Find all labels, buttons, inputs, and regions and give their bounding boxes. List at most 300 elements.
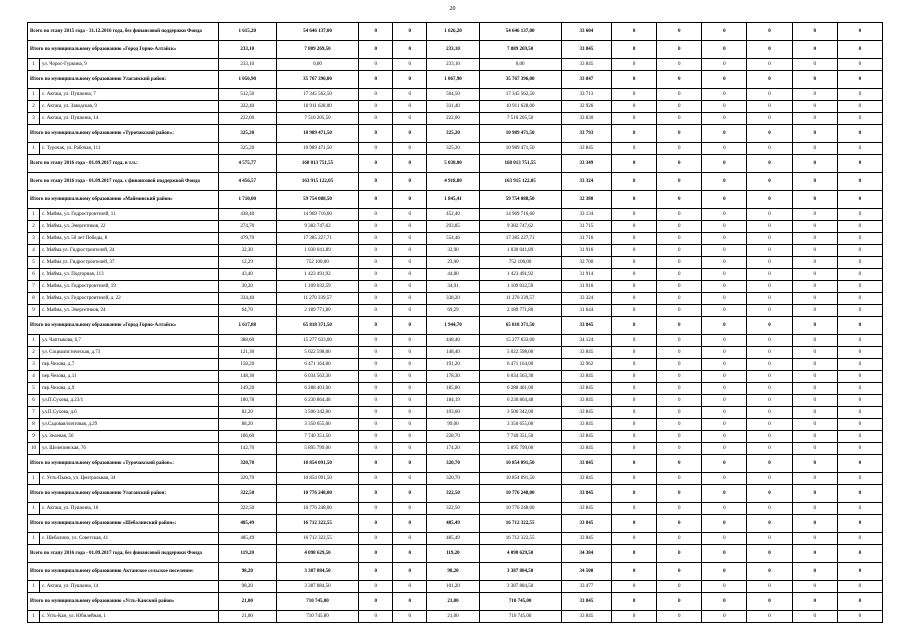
table-cell: 504,50 xyxy=(427,89,479,101)
table-cell: 0 xyxy=(393,371,427,383)
table-cell: 17 385 227,71 xyxy=(479,233,561,245)
table-cell: 0 xyxy=(792,233,837,245)
table-cell: 32 926 xyxy=(561,101,611,113)
table-cell: 0 xyxy=(747,191,792,209)
table-cell: 1 109 032,59 xyxy=(479,281,561,293)
table-cell: 0 xyxy=(792,347,837,359)
table-cell: 0 xyxy=(702,245,747,257)
table-cell: 1 067,90 xyxy=(427,71,479,89)
table-cell: 1 626,20 xyxy=(427,23,479,41)
table-cell: 7 510 205,50 xyxy=(479,113,561,125)
table-cell: 168 013 751,55 xyxy=(479,155,561,173)
table-cell: 0 xyxy=(747,23,792,41)
row-number: 3 xyxy=(28,233,40,245)
table-cell: 0 xyxy=(657,257,702,269)
table-cell: 0 xyxy=(792,221,837,233)
table-cell: 0 xyxy=(702,347,747,359)
table-cell: 0 xyxy=(837,335,882,347)
row-title: Итого по муниципальному образованию «Турочакский район»: xyxy=(28,125,219,143)
table-cell: 0 xyxy=(702,593,747,611)
table-cell: 0 xyxy=(393,269,427,281)
table-cell: 0 xyxy=(837,71,882,89)
table-cell: 98,20 xyxy=(218,563,276,581)
table-cell: 0 xyxy=(657,293,702,305)
table-cell: 388,60 xyxy=(218,335,276,347)
table-cell: 0 xyxy=(702,503,747,515)
table-cell: 0 xyxy=(747,59,792,71)
table-cell: 0 xyxy=(747,545,792,563)
table-cell: 0 xyxy=(611,89,656,101)
table-cell: 0 xyxy=(657,191,702,209)
row-address: с. Майма, ул. Гидростроителей, 11 xyxy=(40,209,219,221)
table-cell: 0 xyxy=(393,281,427,293)
table-cell: 0 xyxy=(359,611,393,623)
table-cell: 0 xyxy=(359,317,393,335)
table-cell: 0 xyxy=(359,101,393,113)
table-cell: 16 712 322,55 xyxy=(276,515,358,533)
table-cell: 0 xyxy=(359,113,393,125)
table-cell: 0 xyxy=(393,503,427,515)
table-cell: 0 xyxy=(792,383,837,395)
table-cell: 0 xyxy=(702,335,747,347)
table-cell: 0 xyxy=(702,233,747,245)
table-cell: 233,10 xyxy=(218,41,276,59)
table-cell: 0 xyxy=(792,101,837,113)
table-cell: 0 xyxy=(747,269,792,281)
table-row xyxy=(28,335,883,347)
table-cell: 31 914 xyxy=(561,269,611,281)
table-cell: 3 506 342,00 xyxy=(276,407,358,419)
table-cell: 0 xyxy=(837,191,882,209)
table-cell: 0 xyxy=(792,125,837,143)
row-address: с. Акташ, ул. Пушкина, 7 xyxy=(40,89,219,101)
row-title: Итого по муниципальному образованию «Город Горно-Алтайск» xyxy=(28,41,219,59)
table-cell: 0 xyxy=(747,293,792,305)
table-cell: 0 xyxy=(702,563,747,581)
table-row xyxy=(28,59,883,71)
table-cell: 0 xyxy=(702,395,747,407)
summary-row xyxy=(28,71,883,89)
table-cell: 10 989 471,50 xyxy=(276,143,358,155)
summary-row xyxy=(28,125,883,143)
table-cell: 54 646 137,00 xyxy=(479,23,561,41)
table-cell: 0 xyxy=(702,443,747,455)
table-row xyxy=(28,221,883,233)
table-cell: 0 xyxy=(393,233,427,245)
table-cell: 0 xyxy=(792,533,837,545)
row-number: 7 xyxy=(28,407,40,419)
row-address: ул. Шелепинская, 76 xyxy=(40,443,219,455)
table-cell: 0 xyxy=(837,269,882,281)
table-cell: 33 324 xyxy=(561,293,611,305)
table-cell: 33 845 xyxy=(561,41,611,59)
table-cell: 3 387 884,50 xyxy=(479,581,561,593)
table-cell: 0 xyxy=(792,473,837,485)
row-number: 3 xyxy=(28,113,40,125)
table-cell: 0 xyxy=(837,257,882,269)
table-cell: 0 xyxy=(359,581,393,593)
table-cell: 121,30 xyxy=(218,347,276,359)
table-cell: 0 xyxy=(393,407,427,419)
table-cell: 0 xyxy=(792,71,837,89)
table-cell: 33 847 xyxy=(561,71,611,89)
table-cell: 0 xyxy=(657,59,702,71)
table-cell: 33 845 xyxy=(561,59,611,71)
table-cell: 0 xyxy=(611,41,656,59)
table-cell: 0 xyxy=(747,371,792,383)
table-cell: 32,30 xyxy=(218,245,276,257)
table-cell: 10 854 091,50 xyxy=(276,473,358,485)
table-cell: 6 471 164,00 xyxy=(479,359,561,371)
table-cell: 0 xyxy=(657,209,702,221)
table-cell: 0 xyxy=(657,503,702,515)
table-cell: 0 xyxy=(359,431,393,443)
table-cell: 7 889 269,50 xyxy=(479,41,561,59)
row-address: ул.П.Сухова, д.6 xyxy=(40,407,219,419)
table-cell: 0 xyxy=(702,419,747,431)
table-cell: 320,70 xyxy=(218,455,276,473)
table-cell: 4 918,80 xyxy=(427,173,479,191)
table-cell: 0 xyxy=(359,563,393,581)
table-cell: 14 969 716,60 xyxy=(276,209,358,221)
table-cell: 1 423 491,92 xyxy=(479,269,561,281)
table-cell: 0 xyxy=(702,125,747,143)
table-cell: 0 xyxy=(657,71,702,89)
table-cell: 0 xyxy=(837,455,882,473)
table-row xyxy=(28,269,883,281)
table-cell: 0 xyxy=(792,269,837,281)
row-title: Всего по этапу 2016 года - 01.09.2017 года, без финансовой поддержки Фонда xyxy=(28,545,219,563)
table-row xyxy=(28,233,883,245)
table-cell: 0 xyxy=(702,485,747,503)
table-cell: 0 xyxy=(747,347,792,359)
table-cell: 2 189 771,80 xyxy=(276,305,358,317)
table-cell: 0 xyxy=(837,473,882,485)
table-cell: 6 230 864,48 xyxy=(276,395,358,407)
table-cell: 33 845 xyxy=(561,455,611,473)
table-cell: 0 xyxy=(657,245,702,257)
table-cell: 33 845 xyxy=(561,347,611,359)
row-address: ул.П.Сухова, д.23/1 xyxy=(40,395,219,407)
table-cell: 0 xyxy=(657,143,702,155)
table-cell: 0 xyxy=(837,221,882,233)
table-cell: 3 387 884,50 xyxy=(479,563,561,581)
table-cell: 0 xyxy=(747,593,792,611)
table-cell: 10 911 628,00 xyxy=(276,101,358,113)
table-cell: 185,80 xyxy=(427,383,479,395)
table-cell: 0 xyxy=(611,233,656,245)
table-cell: 0 xyxy=(702,383,747,395)
table-cell: 0 xyxy=(837,545,882,563)
table-cell: 0 xyxy=(393,443,427,455)
table-cell: 0 xyxy=(792,335,837,347)
table-row xyxy=(28,281,883,293)
table-cell: 233,10 xyxy=(427,59,479,71)
table-cell: 1 056,90 xyxy=(218,71,276,89)
row-address: пер.Чехова, д.9 xyxy=(40,383,219,395)
table-cell: 331,40 xyxy=(427,101,479,113)
table-cell: 0 xyxy=(702,515,747,533)
table-cell: 0 xyxy=(611,455,656,473)
table-cell: 0 xyxy=(747,89,792,101)
table-cell: 0 xyxy=(359,209,393,221)
table-row xyxy=(28,383,883,395)
table-cell: 3 387 884,50 xyxy=(276,563,358,581)
table-cell: 9 382 747,62 xyxy=(479,221,561,233)
table-cell: 338,20 xyxy=(427,293,479,305)
table-cell: 320,70 xyxy=(218,473,276,485)
table-cell: 0 xyxy=(747,515,792,533)
table-cell: 4 456,57 xyxy=(218,173,276,191)
table-cell: 17 345 562,50 xyxy=(276,89,358,101)
table-cell: 0 xyxy=(702,545,747,563)
table-cell: 7 889 269,50 xyxy=(276,41,358,59)
table-cell: 554,46 xyxy=(427,233,479,245)
row-address: с. Шебалино, ул. Советская, 41 xyxy=(40,533,219,545)
table-cell: 6 288 401,00 xyxy=(479,383,561,395)
table-cell: 0 xyxy=(393,59,427,71)
table-cell: 33 845 xyxy=(561,371,611,383)
table-cell: 0 xyxy=(359,155,393,173)
table-cell: 0 xyxy=(747,41,792,59)
table-cell: 0 xyxy=(792,407,837,419)
table-cell: 0 xyxy=(747,473,792,485)
table-cell: 17 385 227,71 xyxy=(276,233,358,245)
table-cell: 0 xyxy=(393,113,427,125)
table-cell: 0 xyxy=(837,485,882,503)
row-title: Всего по этапу 2016 года - 01.09.2017 года, с финансовой поддержкой Фонда xyxy=(28,173,219,191)
table-cell: 14 969 716,60 xyxy=(479,209,561,221)
table-cell: 448,40 xyxy=(427,335,479,347)
table-cell: 34 384 xyxy=(561,545,611,563)
table-cell: 149,20 xyxy=(218,383,276,395)
table-cell: 0 xyxy=(359,23,393,41)
table-cell: 0 xyxy=(611,581,656,593)
table-cell: 0 xyxy=(792,563,837,581)
table-cell: 0 xyxy=(657,431,702,443)
table-cell: 485,49 xyxy=(218,515,276,533)
table-cell: 21,00 xyxy=(218,593,276,611)
table-cell: 0 xyxy=(747,455,792,473)
table-cell: 186,60 xyxy=(218,431,276,443)
table-cell: 33 845 xyxy=(561,383,611,395)
table-cell: 0 xyxy=(657,173,702,191)
table-cell: 0 xyxy=(393,515,427,533)
table-cell: 0 xyxy=(837,125,882,143)
table-cell: 33 845 xyxy=(561,317,611,335)
table-cell: 0 xyxy=(611,383,656,395)
table-cell: 0 xyxy=(393,143,427,155)
table-cell: 5 038,00 xyxy=(427,155,479,173)
table-row xyxy=(28,101,883,113)
table-cell: 0 xyxy=(393,71,427,89)
table-cell: 0 xyxy=(657,419,702,431)
table-cell: 82,20 xyxy=(218,407,276,419)
table-cell: 21,00 xyxy=(427,593,479,611)
table-cell: 0 xyxy=(747,125,792,143)
table-cell: 0 xyxy=(792,23,837,41)
table-cell: 0 xyxy=(611,371,656,383)
table-cell: 0 xyxy=(657,371,702,383)
row-title: Всего по этапу 2015 года - 31.12.2016 года, без финансовой поддержки Фонда xyxy=(28,23,219,41)
table-cell: 0 xyxy=(611,71,656,89)
table-cell: 0 xyxy=(611,125,656,143)
table-cell: 0 xyxy=(702,143,747,155)
table-cell: 0 xyxy=(702,257,747,269)
table-cell: 0 xyxy=(359,335,393,347)
table-cell: 33 845 xyxy=(561,515,611,533)
table-cell: 16 712 322,55 xyxy=(479,533,561,545)
table-cell: 0 xyxy=(359,269,393,281)
table-cell: 0 xyxy=(359,59,393,71)
table-cell: 10 776 248,00 xyxy=(479,485,561,503)
table-cell: 5 022 598,00 xyxy=(276,347,358,359)
row-number: 1 xyxy=(28,533,40,545)
table-cell: 0 xyxy=(393,173,427,191)
table-cell: 0 xyxy=(747,101,792,113)
table-cell: 103,60 xyxy=(427,407,479,419)
table-row xyxy=(28,347,883,359)
table-cell: 0 xyxy=(657,125,702,143)
table-cell: 10 911 628,00 xyxy=(479,101,561,113)
row-title: Итого по муниципальному образованию «Турочакский район»: xyxy=(28,455,219,473)
table-cell: 4 098 629,50 xyxy=(276,545,358,563)
table-cell: 0 xyxy=(393,23,427,41)
table-cell: 0 xyxy=(702,473,747,485)
table-row xyxy=(28,113,883,125)
table-cell: 0 xyxy=(657,113,702,125)
table-cell: 3 506 342,00 xyxy=(479,407,561,419)
table-cell: 0 xyxy=(837,347,882,359)
table-cell: 0 xyxy=(657,533,702,545)
table-cell: 1 845,41 xyxy=(427,191,479,209)
table-cell: 0 xyxy=(393,293,427,305)
row-number: 1 xyxy=(28,611,40,623)
table-cell: 0 xyxy=(359,245,393,257)
table-cell: 34,91 xyxy=(427,281,479,293)
table-cell: 0 xyxy=(657,317,702,335)
table-cell: 5 022 598,00 xyxy=(479,347,561,359)
table-cell: 0 xyxy=(792,545,837,563)
table-cell: 0 xyxy=(837,533,882,545)
table-cell: 0 xyxy=(393,593,427,611)
table-cell: 0 xyxy=(657,23,702,41)
table-cell: 0 xyxy=(837,173,882,191)
table-row xyxy=(28,371,883,383)
table-cell: 0 xyxy=(702,293,747,305)
row-number: 8 xyxy=(28,293,40,305)
table-cell: 0 xyxy=(792,485,837,503)
table-cell: 320,70 xyxy=(427,473,479,485)
table-cell: 3 350 655,00 xyxy=(479,419,561,431)
table-cell: 33 845 xyxy=(561,533,611,545)
row-number: 2 xyxy=(28,101,40,113)
table-cell: 325,20 xyxy=(218,143,276,155)
table-cell: 0 xyxy=(359,221,393,233)
row-address: с. Усть-Пыжа, ул. Центральная, 34 xyxy=(40,473,219,485)
table-cell: 0 xyxy=(611,173,656,191)
table-cell: 0 xyxy=(611,245,656,257)
table-cell: 6 288 401,00 xyxy=(276,383,358,395)
table-cell: 0 xyxy=(359,257,393,269)
table-cell: 6 034 563,30 xyxy=(479,371,561,383)
table-cell: 0 xyxy=(657,347,702,359)
table-cell: 0 xyxy=(747,173,792,191)
table-cell: 65 818 371,50 xyxy=(276,317,358,335)
row-title: Всего по этапу 2016 года - 01.09.2017 года, в т.ч.: xyxy=(28,155,219,173)
table-row xyxy=(28,209,883,221)
summary-row xyxy=(28,173,883,191)
table-cell: 0 xyxy=(393,581,427,593)
table-cell: 0 xyxy=(837,113,882,125)
table-cell: 0 xyxy=(747,443,792,455)
table-cell: 0 xyxy=(359,89,393,101)
table-row xyxy=(28,533,883,545)
table-cell: 0 xyxy=(657,455,702,473)
table-cell: 0 xyxy=(611,59,656,71)
row-address: пер.Чехова, д.7 xyxy=(40,359,219,371)
table-cell: 0 xyxy=(702,23,747,41)
table-cell: 0 xyxy=(657,89,702,101)
table-cell: 16 712 322,55 xyxy=(479,515,561,533)
table-cell: 0 xyxy=(359,593,393,611)
table-cell: 180,78 xyxy=(218,395,276,407)
row-number: 1 xyxy=(28,335,40,347)
table-cell: 0,00 xyxy=(276,59,358,71)
table-cell: 710 745,00 xyxy=(276,593,358,611)
table-cell: 0 xyxy=(393,533,427,545)
table-cell: 0 xyxy=(747,533,792,545)
row-number: 7 xyxy=(28,281,40,293)
table-cell: 0 xyxy=(837,443,882,455)
table-cell: 23,00 xyxy=(427,257,479,269)
table-cell: 0 xyxy=(611,407,656,419)
table-cell: 174,20 xyxy=(427,443,479,455)
table-cell: 6 230 864,48 xyxy=(479,395,561,407)
table-cell: 0 xyxy=(359,191,393,209)
table-cell: 0 xyxy=(792,89,837,101)
table-cell: 59 754 088,50 xyxy=(479,191,561,209)
table-cell: 1 617,88 xyxy=(218,317,276,335)
table-cell: 33 793 xyxy=(561,125,611,143)
table-cell: 0 xyxy=(747,281,792,293)
table-cell: 33 477 xyxy=(561,581,611,593)
table-cell: 0 xyxy=(792,611,837,623)
table-cell: 0 xyxy=(792,293,837,305)
row-address: с. Акташ, ул. Пушкина, 14 xyxy=(40,581,219,593)
table-cell: 59 754 088,50 xyxy=(276,191,358,209)
row-number: 6 xyxy=(28,269,40,281)
table-cell: 322,50 xyxy=(218,503,276,515)
table-cell: 0 xyxy=(657,101,702,113)
table-cell: 33 845 xyxy=(561,143,611,155)
table-cell: 34 500 xyxy=(561,563,611,581)
table-cell: 0 xyxy=(657,563,702,581)
table-cell: 233,10 xyxy=(427,41,479,59)
table-cell: 0 xyxy=(611,221,656,233)
table-cell: 0 xyxy=(359,281,393,293)
table-cell: 0 xyxy=(657,359,702,371)
table-cell: 0 xyxy=(657,443,702,455)
summary-row xyxy=(28,317,883,335)
table-cell: 0 xyxy=(359,419,393,431)
table-cell: 0 xyxy=(393,611,427,623)
table-cell: 0 xyxy=(837,101,882,113)
table-cell: 0 xyxy=(837,89,882,101)
table-cell: 31 916 xyxy=(561,245,611,257)
table-cell: 33 845 xyxy=(561,485,611,503)
table-cell: 0 xyxy=(837,293,882,305)
